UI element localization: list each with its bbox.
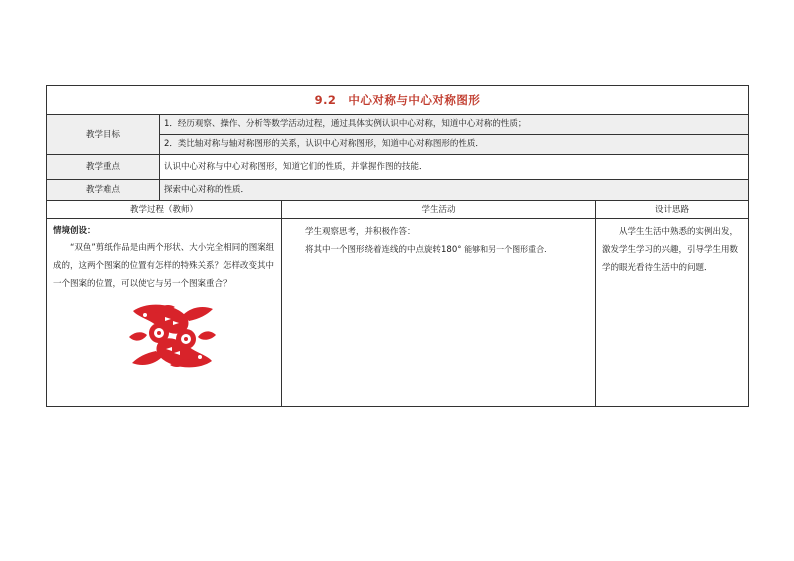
scenario-heading: 情境创设： xyxy=(53,226,96,236)
teacher-cell xyxy=(47,219,282,407)
key-points-row xyxy=(47,155,749,180)
design-column-header: 设计思路 xyxy=(596,201,749,219)
lesson-plan-document xyxy=(46,85,748,407)
double-fish-papercut-image xyxy=(125,301,220,371)
goals-content xyxy=(160,115,749,155)
goals-label: 教学目标 xyxy=(47,115,160,155)
goal-item-1: 1．经历观察、操作、分析等数学活动过程，通过具体实例认识中心对称，知道中心对称的性质； xyxy=(164,119,527,129)
difficulties-content: 探索中心对称的性质． xyxy=(160,180,749,201)
goals-row xyxy=(47,115,749,155)
student-line-2 xyxy=(288,241,589,259)
goal-item-2: 2．类比轴对称与轴对称图形的关系，认识中心对称图形，知道中心对称图形的性质． xyxy=(160,134,748,154)
scenario-paragraph: “双鱼”剪纸作品是由两个形状、大小完全相同的图案组成的，这两个图案的位置有怎样的特殊关系？怎样改变其中一个图案的位置，可以使它与另一个图案重合？ xyxy=(53,243,275,289)
title-row xyxy=(47,86,749,115)
key-points-label: 教学重点 xyxy=(47,155,160,180)
design-paragraph: 从学生生活中熟悉的实例出发，激发学生学习的兴趣，引导学生用数学的眼光看待生活中的问题． xyxy=(602,227,739,273)
difficulties-label: 教学难点 xyxy=(47,180,160,201)
student-column-header: 学生活动 xyxy=(282,201,596,219)
key-points-content: 认识中心对称与中心对称图形，知道它们的性质，并掌握作图的技能． xyxy=(160,155,749,180)
lesson-title: 9.2 中心对称与中心对称图形 xyxy=(47,86,749,115)
lesson-plan-table xyxy=(46,85,749,407)
double-fish-papercut-svg xyxy=(125,301,220,371)
student-line-2b: 能够和另一个图形重合． xyxy=(464,245,553,254)
column-header-row xyxy=(47,201,749,219)
difficulties-row xyxy=(47,180,749,201)
student-line-2a: 将其中一个图形绕着连线的中点旋转180° xyxy=(305,245,462,255)
student-line-1: 学生观察思考，并积极作答： xyxy=(305,227,416,237)
content-row xyxy=(47,219,749,407)
student-cell xyxy=(282,219,596,407)
design-cell xyxy=(596,219,749,407)
teacher-column-header: 教学过程（教师） xyxy=(47,201,282,219)
